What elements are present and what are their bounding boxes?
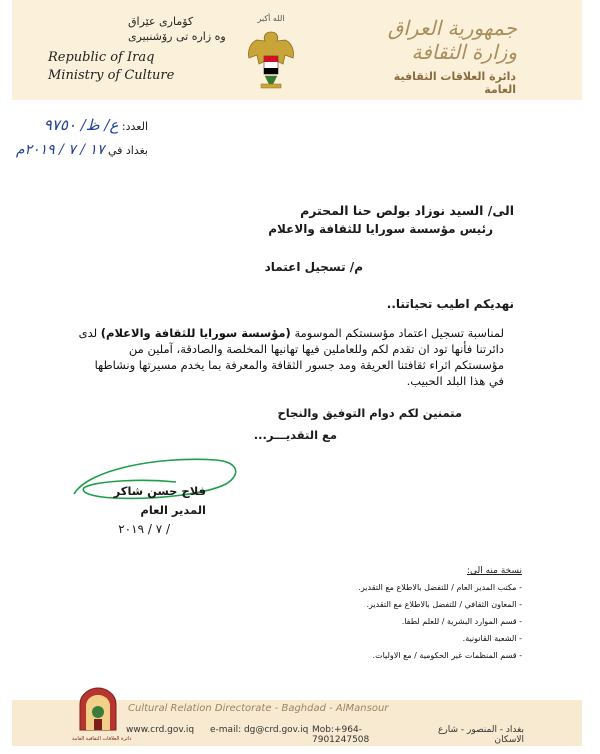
cc-item: - المعاون الثقافي / للتفضل بالاطلاع مع التقدير. [270, 596, 522, 613]
body-rest: لدى دائرتنا فأنها تود ان تقدم لكم وللعاملين فيها تهانيها المخلصة والصادقة، آملين من مؤسستكم اثراء ثقافتنا العريقة ومد جسور الثقافة والمعرفة بما يخدم مسيرتها ونشاطها في هذا البلد الحبيب. [78, 326, 504, 388]
cc-heading: نسخة منه الى: [466, 566, 522, 576]
footer-english-address: Cultural Relation Directorate - Baghdad - AlMansour [128, 703, 389, 714]
handwritten-signature [66, 448, 246, 508]
reference-date-value: ١٧ / ٧ / ٢٠١٩م [15, 142, 105, 158]
letter-body [78, 325, 504, 389]
footer-website[interactable]: www.crd.gov.iq [126, 725, 195, 735]
signatory-name: فلاح حسن شاكر [113, 484, 206, 498]
closing-regards: مع التقديـــر... [253, 428, 337, 442]
kurdish-header [128, 14, 228, 44]
footer-mobile: Mob:+964-7901247508 [312, 725, 370, 745]
reference-date [10, 142, 148, 158]
cc-item: - قسم المنظمات غير الحكومية / مع الاوليات. [270, 647, 522, 664]
cc-item: - قسم الموارد البشرية / للعلم لطفا. [270, 613, 522, 630]
english-header [48, 49, 208, 85]
reference-number [10, 116, 148, 134]
signatory-title: المدير العام [140, 503, 206, 517]
cc-section [270, 566, 522, 664]
body-organization: (مؤسسة سورايا للثقافة والاعلام) [100, 326, 291, 340]
calligraphy-ministry: وزارة الثقافة [411, 40, 517, 64]
footer-email[interactable]: e-mail: dg@crd.gov.iq [210, 725, 309, 735]
kurdish-line-2: وه زاره تی رۆشنبیری [128, 30, 226, 43]
english-line-ministry: Ministry of Culture [48, 68, 175, 83]
iraq-emblem-icon [243, 28, 299, 92]
english-line-republic: Republic of Iraq [48, 50, 155, 65]
recipient-line-1: الى/ السيد نوزاد بولص حنا المحترم [300, 203, 514, 218]
cc-list [270, 579, 522, 664]
signatory-date: / ٧ / ٢٠١٩ [118, 522, 170, 536]
footer-arabic-address: بغداد - المنصور - شارع الاسكان [438, 725, 524, 745]
closing-wish: متمنين لكم دوام التوفيق والنجاح [277, 406, 462, 420]
greeting: نهديكم اطيب تحياتنا.. [386, 297, 514, 311]
cc-item: - الشعبة القانونية. [270, 630, 522, 647]
department-name: دائرة العلاقات الثقافية العامة [393, 70, 516, 96]
reference-date-label: بغداد في [107, 144, 148, 157]
subject-line: م/ تسجيل اعتماد [264, 260, 363, 274]
kurdish-line-1: كۆماری عێراق [128, 15, 194, 28]
body-lead: لمناسبة تسجيل اعتماد مؤسستكم الموسومة [294, 326, 504, 340]
emblem-inscription: الله أكبر [257, 14, 285, 23]
recipient-line-2: رئيس مؤسسة سورايا للثقافة والاعلام [268, 222, 493, 236]
cc-item: - مكتب المدير العام / للتفضل بالاطلاع مع التقدير. [270, 579, 522, 596]
reference-number-label: العدد: [121, 120, 148, 133]
department-logo-icon [72, 686, 132, 744]
arabic-calligraphy-header [382, 16, 517, 64]
reference-number-value: ع/ ظ/ ٩٧٥٠ [43, 116, 119, 134]
department-logo-caption: دائرة العلاقات الثقافية العامة [72, 736, 132, 742]
calligraphy-republic: جمهورية العراق [387, 16, 517, 40]
